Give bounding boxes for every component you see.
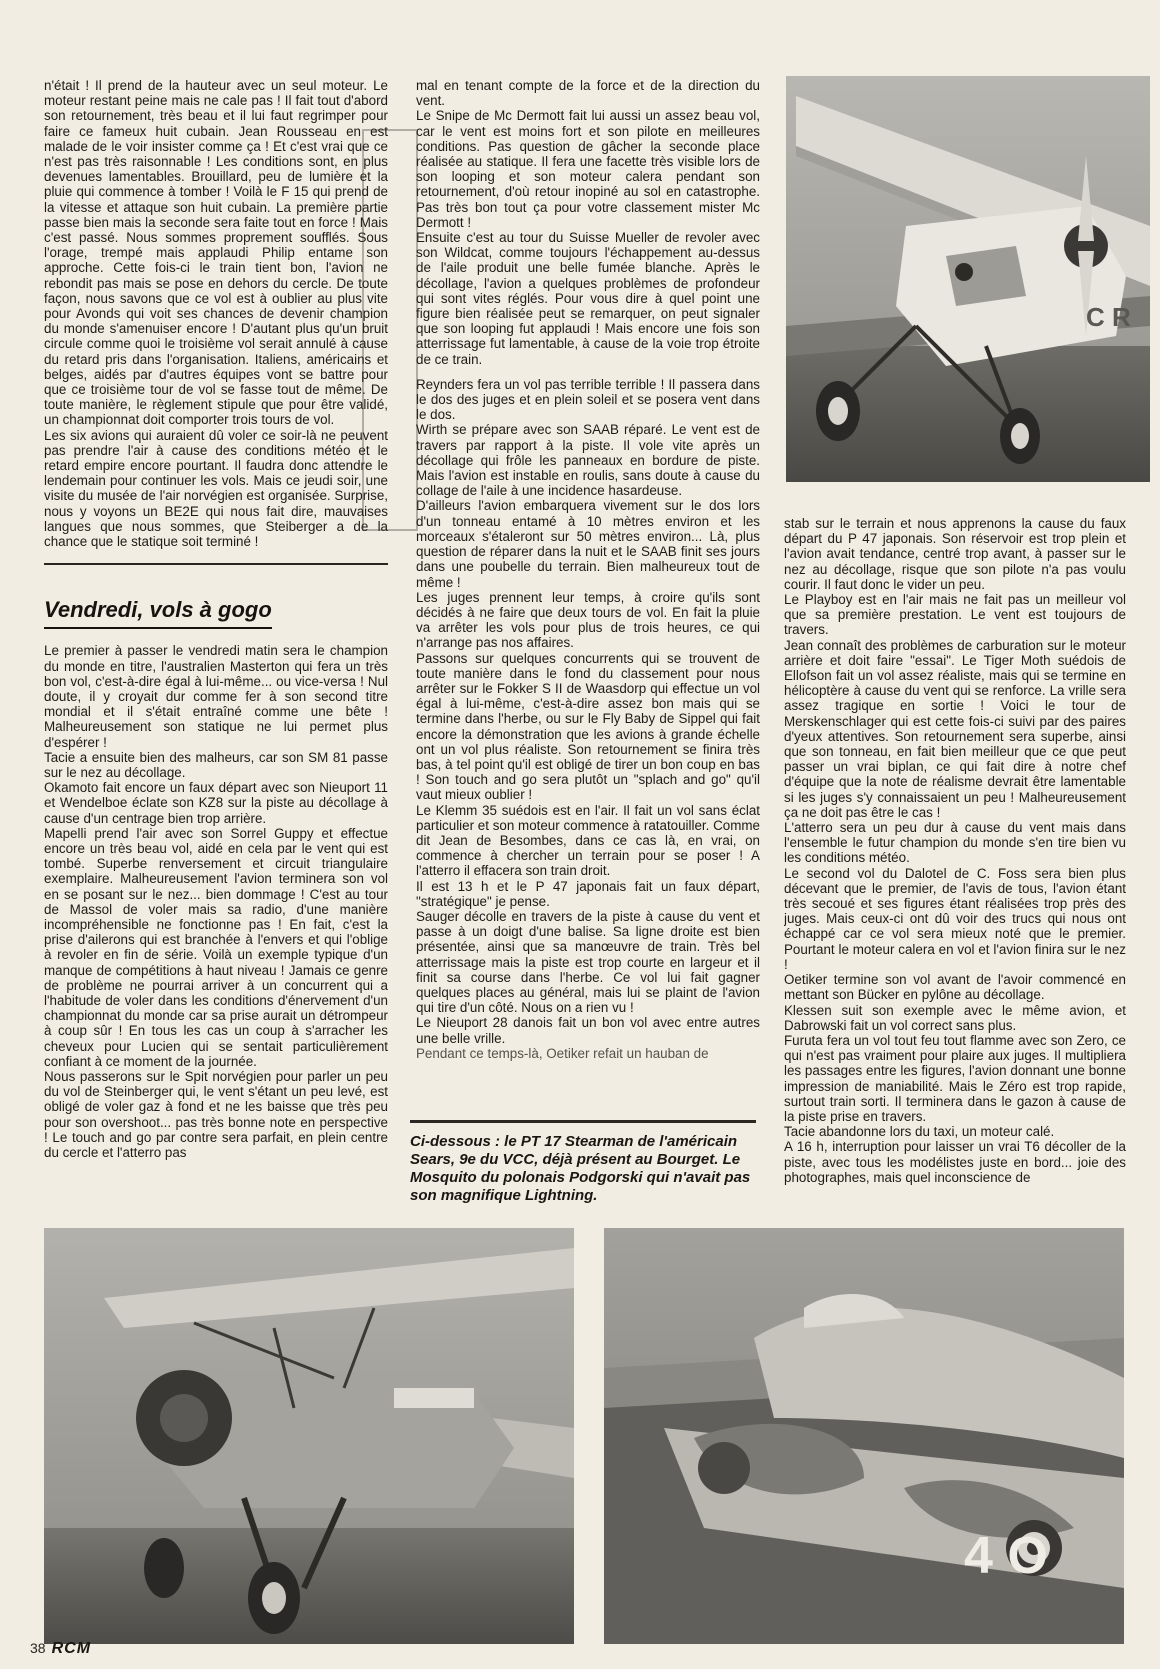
paragraph: Nous passerons sur le Spit norvégien pour parler un peu du vol de Steinberger qui, le vent s'étant un peu levé, est obligé de voler gaz à fond et ne les baisse que très peu pour son overshoot... pas très bonne note en perspective ! Le touch and go par contre sera parfait, en plein centre du cercle et l'atterro pas bbox=[44, 1068, 388, 1160]
paragraph: Klessen suit son exemple avec le même avion, et Dabrowski fait un vol correct sans plus. bbox=[784, 1002, 1126, 1033]
paragraph: Tacie abandonne lors du taxi, un moteur calé. bbox=[784, 1124, 1055, 1140]
paragraph: Reynders fera un vol pas terrible terrible ! Il passera dans le dos des juges et en plein soleil et se posera vent dans le dos. bbox=[416, 376, 760, 423]
page-number: 38 bbox=[30, 1640, 46, 1656]
paragraph: Pendant ce temps-là, Oetiker refait un hauban de bbox=[416, 1045, 709, 1061]
paragraph: Les juges prennent leur temps, à croire qu'ils sont décidés à ne faire que deux tours de vol. En fait la pluie va arrêter les vols pour plus de trois heures, ce qui n'arrange pas nos affaires. bbox=[416, 589, 760, 651]
article-column-1 bbox=[44, 78, 388, 1198]
section-heading: Vendredi, vols à gogo bbox=[44, 597, 272, 629]
paragraph: Okamoto fait encore un faux départ avec son Nieuport 11 et Wendelboe éclate son KZ8 sur la piste au décollage à cause d'un centrage bien trop arrière. bbox=[44, 780, 388, 826]
paragraph: L'atterro sera un peu dur à cause du vent mais dans l'ensemble le futur champion du monde s'en tire bien vu les conditions météo. bbox=[784, 820, 1126, 866]
photo-mosquito bbox=[604, 1228, 1124, 1644]
photo-top-registration: C R bbox=[1086, 302, 1131, 332]
photo-monoplane bbox=[786, 76, 1150, 482]
paragraph: Le second vol du Dalotel de C. Foss sera bien plus décevant que le premier, de l'avis de tous, l'avion étant très secoué et ses figures étant réalisées trop près des juges. Mais ceux-ci ont dû voir des trucs qui nous ont échappé car ce vol sera mieux noté que le premier. Pourtant le moteur calera en vol et l'avion finira sur le nez ! bbox=[784, 865, 1126, 972]
paragraph: Furuta fera un vol tout feu tout flamme avec son Zero, ce qui n'est pas vraiment pour plaire aux juges. Il multipliera les passages entre les figures, l'avion donnant une bonne impression de maniabilité. Mais le Zéro est trop rapide, surtout train sorti. Il terminera dans le gazon à cause de la piste prise en travers. bbox=[784, 1032, 1126, 1124]
paragraph: Le Snipe de Mc Dermott fait lui aussi un assez beau vol, car le vent est moins fort et son pilote en meilleures conditions. Pas question de gâcher la seconde place réalisée au statique. Il fera une facette très visible lors de son looping et son moteur calera pendant son retournement, d'où retour inopiné au sol en catastrophe. Pas très bon tout ça pour votre classement mister Mc Dermott ! bbox=[416, 108, 760, 230]
paragraph: Le Klemm 35 suédois est en l'air. Il fait un vol sans éclat particulier et son moteur commence à ratatouiller. Comme dit Jean de Besombes, dans ce cas là, en vrai, on commence à chercher un terrain pour se poser ! A l'atterro il effacera son train droit. bbox=[416, 802, 760, 879]
paragraph: n'était ! Il prend de la hauteur avec un seul moteur. Le moteur restant peine mais ne cale pas ! Il fait tout d'abord son retournement, très beau et il lui faut regrimper pour faire ce fameux huit cubain. Jean Rousseau en est malade de le voir insister comme ça ! Et c'est vrai que ce n'est pas très raisonnable ! Les conditions sont, en plus devenues lamentables. Brouillard, peu de lumière et la pluie qui commence à tomber ! Voilà le F 15 qui prend de la vitesse et attaque son huit cubain. La première partie passe bien mais la seconde sera faite tout en force ! Mais c'est passé. Nous sommes proprement soufflés. Sous l'orage, trempé mais applaudi Philip entame son approche. Cette fois-ci le train tient bon, l'avion ne rebondit pas mais se pose en dehors du cercle. De toute façon, nous savons que ce vol est à oublier au plus vite pour Avonds qui voit ses chances de devenir champion du monde s'amenuiser encore ! D'autant plus qu'un bruit circule comme quoi le troisième vol serait annulé à cause du retard pris dans l'organisation. Italiens, américains et belges, aidés par d'autres équipes vont se battre pour que ce troisième tour de vol se fasse tout de même. De toute manière, le règlement stipule que pour être validé, un championnat doit comporter trois tours de vol. bbox=[44, 78, 388, 428]
paragraph: Passons sur quelques concurrents qui se trouvent de toute manière dans le fond du classement pour nous arrêter sur le Fokker S II de Waasdorp qui effectue un vol égal à lui-même, c'est-à-dire assez bon mais qui se termine dans l'herbe, ou sur le Fly Baby de Sippel qui fait encore la démonstration que les avions à grande échelle ont un vol plus réaliste. Son retournement se finira très bas, à tel point qu'il est obligé de tirer un bon coup en bas ! Son touch and go sera plutôt un "splach and go" qu'il vaut mieux oublier ! bbox=[416, 650, 760, 803]
paragraph: A 16 h, interruption pour laisser un vrai T6 décoller de la piste, avec tous les modélistes juste en bord... joie des photographes, mais quel inconscience de bbox=[784, 1139, 1126, 1185]
paragraph: Ensuite c'est au tour du Suisse Mueller de revoler avec son Wildcat, comme toujours l'échappement au-dessus de l'aile produit une belle fumée blanche. Après le décollage, l'avion a quelques problèmes de profondeur qui sont vites réglés. Pour vous dire à quel point une figure bien réalisée peut se remarquer, on peut signaler que son looping fut applaudi ! Mais encore une fois son atterrissage fut lamentable, à cause de la voie trop étroite de ce train. bbox=[416, 230, 760, 367]
paragraph: stab sur le terrain et nous apprenons la cause du faux départ du P 47 japonais. Son réservoir est trop plein et l'avion avait tendance, centré trop avant, à passer sur le nez au décollage, risque que son pilote n'a pas voulu courir. Il faut donc le vider un peu. bbox=[784, 516, 1126, 592]
paragraph: Il est 13 h et le P 47 japonais fait un faux départ, "stratégique" je pense. bbox=[416, 878, 760, 909]
paragraph: Jean connaît des problèmes de carburation sur le moteur arrière et doit faire "essai". Le Tiger Moth suédois de Ellofson fait un vol assez réaliste, mais qui se termine en hélicoptère à cause du vent qui se renforce. La vrille sera assez tragique en sortie ! Voici le tour de Merskenschlager qui est cette fois-ci suivi par des paires d'yeux attentives. Son retournement sera superbe, ainsi que son tonneau, en fait bien meilleur que ce que peut passer un vrai biplan, ce qui fait dire à notre chef d'équipe que la note de réalisme devrait être lamentable si les juges s'y connaissaient un peu ! Malheureusement ça ne doit pas être le cas ! bbox=[784, 637, 1126, 820]
paragraph: Le Nieuport 28 danois fait un bon vol avec entre autres une belle vrille. bbox=[416, 1015, 760, 1046]
paragraph: Le premier à passer le vendredi matin sera le champion du monde en titre, l'australien Masterton qui fera un très bon vol, c'est-à-dire égal à lui-même... ou vice-versa ! Nul doute, il y croyait dur comme fer à son second titre mondial et il s'était entraîné comme une bête ! Malheureusement son statique ne lui permet plus d'espérer ! bbox=[44, 643, 388, 750]
section-divider bbox=[44, 563, 388, 565]
paragraph: Les six avions qui auraient dû voler ce soir-là ne peuvent pas prendre l'air à cause des conditions météo et le retard empire encore pourtant. Il faudra donc attendre le lendemain pour continuer les vols. Mais ce jeudi soir, une visite du musée de l'air norvégien est organisée. Surprise, nous y voyons un BE2E qui nous fait dire, mauvaises langues que nous sommes, que Steiberger a de la chance que le statique soit terminé ! bbox=[44, 427, 388, 550]
page-footer bbox=[30, 1640, 91, 1660]
paragraph: mal en tenant compte de la force et de la direction du vent. bbox=[416, 78, 760, 109]
paragraph: Le Playboy est en l'air mais ne fait pas un meilleur vol que sa première prestation. Le vent est toujours de travers. bbox=[784, 592, 1126, 638]
photo-caption: Ci-dessous : le PT 17 Stearman de l'américain Sears, 9e du VCC, déjà présent au Bourget. Le Mosquito du polonais Podgorski qui n'avait pas son magnifique Lightning. bbox=[410, 1133, 751, 1204]
photo-stearman-biplane bbox=[44, 1228, 574, 1644]
paragraph: Mapelli prend l'air avec son Sorrel Guppy et effectue encore un très beau vol, aidé en cela par le vent qui est tombé. Superbe renversement et circuit triangulaire exemplaire. Malheureusement l'avion terminera son vol en se posant sur le nez... bien dommage ! C'est au tour de Massol de voler mais sa radio, d'une manière incompréhensible ne fonctionne pas ! En fait, c'est la prise d'ailerons qui est branchée à l'envers et qui l'oblige à revoler en fin de série. Voilà un exemple typique d'un manque de compétitions à haut niveau ! Jamais ce genre de problème ne pourrai arriver à un concurrent qui a l'habitude de voler dans les conditions d'énervement d'un championnat du monde car sa prise aurait un détrompeur à coup sûr ! En tous les cas un coup à s'arracher les cheveux pour Lucien qui se sentait particulièrement confiant à ce moment de la journée. bbox=[44, 825, 388, 1069]
paragraph: Wirth se prépare avec son SAAB réparé. Le vent est de travers par rapport à la piste. Il vole vite après un décollage qui frôle les panneaux en bordure de piste. Mais l'avion est instable en roulis, sans doute à cause du collage de l'aile à une incidence hasardeuse. bbox=[416, 422, 760, 499]
photo-caption-box bbox=[410, 1120, 756, 1213]
paragraph: D'ailleurs l'avion embarquera vivement sur le dos lors d'un tonneau entamé à 10 mètres environ et les morceaux s'étaleront sur 50 mètres environ... Là, plus question de réparer dans la nuit et le SAAB finit ses jours dans une poubelle du terrain. Bien malheureux tout de même ! bbox=[416, 498, 760, 590]
paragraph: Sauger décolle en travers de la piste à cause du vent et passe à un doigt d'une balise. Sa ligne droite est bien présentée, ainsi que sa manœuvre de train. Très bel atterrissage mais la piste est trop courte en largeur et il finit sa course dans l'herbe. Ce vol lui fait gagner quelques places au général, mais lui se plaint de l'avion qui tire d'un côté. Nous on a rien vu ! bbox=[416, 908, 760, 1016]
paragraph: Oetiker termine son vol avant de l'avoir commencé en mettant son Bücker en pylône au décollage. bbox=[784, 972, 1126, 1003]
photo-br-squadron-code: 4 O bbox=[964, 1527, 1048, 1585]
magazine-logo: RCM bbox=[51, 1640, 92, 1657]
article-column-3 bbox=[784, 516, 1126, 1200]
paragraph: Tacie a ensuite bien des malheurs, car son SM 81 passe sur le nez au décollage. bbox=[44, 749, 388, 780]
article-column-2 bbox=[416, 78, 760, 1118]
